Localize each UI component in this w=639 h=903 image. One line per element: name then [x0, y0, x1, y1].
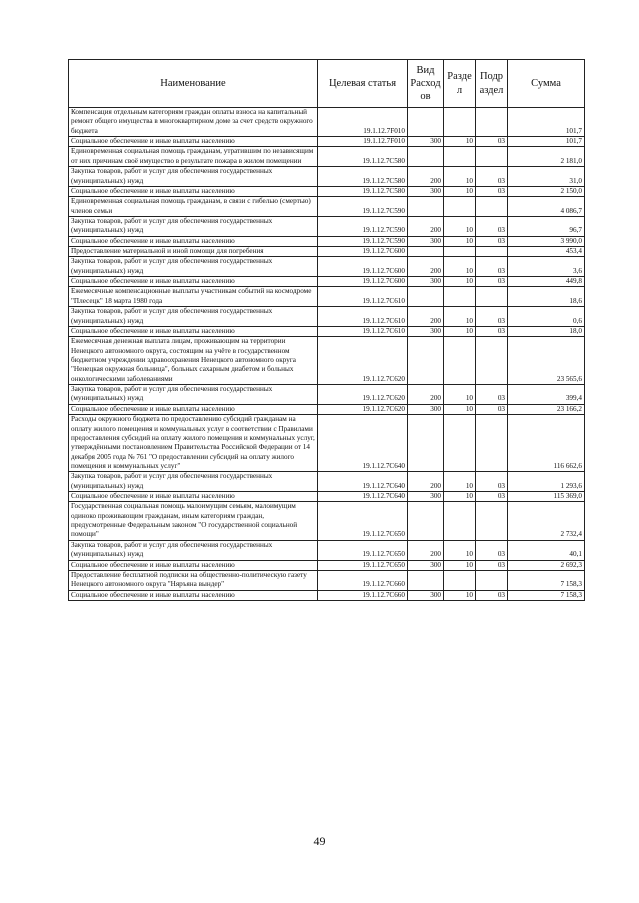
cell-section: 10	[444, 137, 476, 147]
cell-amount: 40,1	[508, 540, 585, 560]
cell-target-article: 19.1.12.7C660	[318, 590, 408, 600]
cell-name: Социальное обеспечение и иные выплаты населению	[69, 137, 318, 147]
cell-target-article: 19.1.12.7C580	[318, 147, 408, 167]
table-row	[69, 236, 585, 246]
cell-target-article: 19.1.12.7C640	[318, 415, 408, 472]
cell-expense-type: 300	[408, 236, 444, 246]
cell-subsection: 03	[476, 404, 508, 414]
cell-expense-type: 200	[408, 385, 444, 405]
cell-amount: 31,0	[508, 167, 585, 187]
cell-expense-type	[408, 287, 444, 307]
cell-subsection	[476, 337, 508, 385]
cell-target-article: 19.1.12.7C600	[318, 277, 408, 287]
cell-section: 10	[444, 385, 476, 405]
cell-target-article: 19.1.12.7C620	[318, 404, 408, 414]
table-row	[69, 590, 585, 600]
cell-section: 10	[444, 277, 476, 287]
cell-name: Социальное обеспечение и иные выплаты населению	[69, 326, 318, 336]
cell-amount: 23 166,2	[508, 404, 585, 414]
cell-subsection	[476, 147, 508, 167]
cell-expense-type: 300	[408, 590, 444, 600]
cell-name: Закупка товаров, работ и услуг для обеспечения государственных (муниципальных) нужд	[69, 216, 318, 236]
cell-name: Закупка товаров, работ и услуг для обеспечения государственных (муниципальных) нужд	[69, 307, 318, 327]
table-row	[69, 570, 585, 590]
cell-subsection: 03	[476, 590, 508, 600]
cell-target-article: 19.1.12.7C610	[318, 326, 408, 336]
cell-target-article: 19.1.12.7C660	[318, 570, 408, 590]
cell-name: Социальное обеспечение и иные выплаты населению	[69, 404, 318, 414]
cell-expense-type	[408, 415, 444, 472]
cell-name: Закупка товаров, работ и услуг для обеспечения государственных (муниципальных) нужд	[69, 167, 318, 187]
cell-section	[444, 502, 476, 540]
cell-section	[444, 197, 476, 217]
cell-subsection	[476, 502, 508, 540]
cell-name: Расходы окружного бюджета по предоставлению субсидий гражданам на оплату жилого помещения и коммунальных услуг в соответствии с Правилами предоставления субсидий на оплату жилого помещения и коммунальных услуг, утверждёнными постановлением Правительства Российской Федерации от 14 декабря 2005 года № 761 "О предоставлении субсидий на оплату жилого помещения и коммунальных услуг"	[69, 415, 318, 472]
cell-amount: 399,4	[508, 385, 585, 405]
cell-name: Ежемесячная денежная выплата лицам, проживающим на территории Ненецкого автономного округа, состоящим на учёте в государственном бюджетном учреждении здравоохранения Ненецкого автономного округа "Ненецкая окружная больница", больных сахарным диабетом и больных онкологическими заболеваниями	[69, 337, 318, 385]
cell-amount: 116 662,6	[508, 415, 585, 472]
cell-name: Государственная социальная помощь малоимущим семьям, малоимущим одиноко проживающим гражданам, иным категориям граждан, предусмотренные Федеральным законом "О государственной социальной помощи"	[69, 502, 318, 540]
cell-section	[444, 415, 476, 472]
cell-section: 10	[444, 186, 476, 196]
cell-expense-type: 200	[408, 216, 444, 236]
cell-expense-type: 200	[408, 472, 444, 492]
cell-subsection: 03	[476, 257, 508, 277]
cell-subsection: 03	[476, 186, 508, 196]
cell-expense-type	[408, 247, 444, 257]
cell-amount: 23 565,6	[508, 337, 585, 385]
cell-amount: 2 181,0	[508, 147, 585, 167]
cell-target-article: 19.1.12.7C580	[318, 186, 408, 196]
cell-amount: 1 293,6	[508, 472, 585, 492]
cell-expense-type: 200	[408, 307, 444, 327]
table-row	[69, 287, 585, 307]
cell-name: Закупка товаров, работ и услуг для обеспечения государственных (муниципальных) нужд	[69, 540, 318, 560]
cell-target-article: 19.1.12.7C610	[318, 287, 408, 307]
cell-name: Единовременная социальная помощь гражданам, утратившим по независящим от них причинам своё имущество в результате пожара в жилом помещении	[69, 147, 318, 167]
cell-target-article: 19.1.12.7C600	[318, 257, 408, 277]
cell-amount: 96,7	[508, 216, 585, 236]
cell-target-article: 19.1.12.7C590	[318, 197, 408, 217]
page-number: 49	[313, 834, 326, 848]
cell-name: Социальное обеспечение и иные выплаты населению	[69, 560, 318, 570]
cell-section: 10	[444, 472, 476, 492]
cell-subsection: 03	[476, 277, 508, 287]
cell-subsection: 03	[476, 167, 508, 187]
cell-target-article: 19.1.12.7C580	[318, 167, 408, 187]
header-name: Наименование	[69, 60, 318, 108]
cell-section: 10	[444, 404, 476, 414]
table-row	[69, 147, 585, 167]
table-row	[69, 492, 585, 502]
cell-subsection: 03	[476, 307, 508, 327]
cell-name: Компенсация отдельным категориям граждан оплаты взноса на капитальный ремонт общего имущества в многоквартирном доме за счет средств окружного бюджета	[69, 108, 318, 137]
cell-section: 10	[444, 326, 476, 336]
cell-amount: 7 158,3	[508, 590, 585, 600]
cell-expense-type: 300	[408, 186, 444, 196]
cell-subsection	[476, 197, 508, 217]
cell-expense-type	[408, 570, 444, 590]
cell-section: 10	[444, 492, 476, 502]
cell-target-article: 19.1.12.7F010	[318, 108, 408, 137]
cell-section: 10	[444, 540, 476, 560]
cell-amount: 101,7	[508, 108, 585, 137]
cell-name: Ежемесячные компенсационные выплаты участникам событий на космодроме "Плесецк" 18 марта 1980 года	[69, 287, 318, 307]
cell-section: 10	[444, 307, 476, 327]
cell-expense-type: 300	[408, 560, 444, 570]
cell-name: Закупка товаров, работ и услуг для обеспечения государственных (муниципальных) нужд	[69, 472, 318, 492]
table-row	[69, 137, 585, 147]
cell-subsection	[476, 570, 508, 590]
cell-subsection: 03	[476, 216, 508, 236]
cell-section	[444, 287, 476, 307]
cell-name: Единовременная социальная помощь гражданам, в связи с гибелью (смертью) членов семьи	[69, 197, 318, 217]
cell-section: 10	[444, 167, 476, 187]
cell-expense-type	[408, 197, 444, 217]
cell-target-article: 19.1.12.7C620	[318, 337, 408, 385]
cell-section: 10	[444, 590, 476, 600]
cell-amount: 115 369,0	[508, 492, 585, 502]
table-row	[69, 307, 585, 327]
table-row	[69, 326, 585, 336]
cell-section	[444, 337, 476, 385]
cell-section: 10	[444, 236, 476, 246]
cell-amount: 7 158,3	[508, 570, 585, 590]
table-row	[69, 197, 585, 217]
cell-subsection	[476, 287, 508, 307]
cell-name: Социальное обеспечение и иные выплаты населению	[69, 492, 318, 502]
cell-subsection: 03	[476, 385, 508, 405]
cell-expense-type	[408, 147, 444, 167]
cell-amount: 449,8	[508, 277, 585, 287]
cell-section	[444, 247, 476, 257]
cell-target-article: 19.1.12.7C610	[318, 307, 408, 327]
cell-name: Предоставление материальной и иной помощи для погребения	[69, 247, 318, 257]
cell-subsection: 03	[476, 472, 508, 492]
cell-subsection: 03	[476, 326, 508, 336]
table-row	[69, 540, 585, 560]
table-body	[69, 108, 585, 601]
cell-amount: 4 086,7	[508, 197, 585, 217]
header-section: Разде л	[444, 60, 476, 108]
cell-subsection: 03	[476, 492, 508, 502]
cell-subsection: 03	[476, 236, 508, 246]
cell-section	[444, 570, 476, 590]
table-row	[69, 560, 585, 570]
cell-expense-type: 300	[408, 137, 444, 147]
table-row	[69, 472, 585, 492]
cell-amount: 18,0	[508, 326, 585, 336]
cell-target-article: 19.1.12.7C620	[318, 385, 408, 405]
budget-table	[68, 59, 585, 601]
cell-expense-type	[408, 108, 444, 137]
cell-expense-type	[408, 502, 444, 540]
cell-name: Социальное обеспечение и иные выплаты населению	[69, 277, 318, 287]
cell-target-article: 19.1.12.7C640	[318, 492, 408, 502]
cell-section: 10	[444, 560, 476, 570]
cell-target-article: 19.1.12.7C590	[318, 236, 408, 246]
cell-amount: 0,6	[508, 307, 585, 327]
header-expense-type: Вид Расход ов	[408, 60, 444, 108]
table-row	[69, 385, 585, 405]
cell-section: 10	[444, 257, 476, 277]
cell-expense-type	[408, 337, 444, 385]
cell-expense-type: 200	[408, 540, 444, 560]
cell-target-article: 19.1.12.7C640	[318, 472, 408, 492]
cell-subsection: 03	[476, 540, 508, 560]
cell-subsection: 03	[476, 137, 508, 147]
header-amount: Сумма	[508, 60, 585, 108]
cell-expense-type: 200	[408, 257, 444, 277]
cell-amount: 2 150,0	[508, 186, 585, 196]
table-row	[69, 247, 585, 257]
table-row	[69, 277, 585, 287]
cell-expense-type: 300	[408, 326, 444, 336]
cell-target-article: 19.1.12.7C650	[318, 502, 408, 540]
header-target-article: Целевая статья	[318, 60, 408, 108]
cell-name: Социальное обеспечение и иные выплаты населению	[69, 186, 318, 196]
cell-amount: 3 990,0	[508, 236, 585, 246]
cell-target-article: 19.1.12.7C600	[318, 247, 408, 257]
cell-target-article: 19.1.12.7C590	[318, 216, 408, 236]
cell-section	[444, 108, 476, 137]
cell-name: Закупка товаров, работ и услуг для обеспечения государственных (муниципальных) нужд	[69, 257, 318, 277]
cell-name: Предоставление бесплатной подписки на общественно-политическую газету Ненецкого автономного округа "Няръяна вындер"	[69, 570, 318, 590]
cell-expense-type: 300	[408, 492, 444, 502]
table-row	[69, 167, 585, 187]
table-row	[69, 186, 585, 196]
table-row	[69, 257, 585, 277]
cell-target-article: 19.1.12.7F010	[318, 137, 408, 147]
table-row	[69, 502, 585, 540]
cell-amount: 101,7	[508, 137, 585, 147]
table-row	[69, 404, 585, 414]
cell-subsection	[476, 247, 508, 257]
cell-amount: 453,4	[508, 247, 585, 257]
cell-target-article: 19.1.12.7C650	[318, 560, 408, 570]
header-subsection: Подр аздел	[476, 60, 508, 108]
cell-name: Закупка товаров, работ и услуг для обеспечения государственных (муниципальных) нужд	[69, 385, 318, 405]
cell-expense-type: 200	[408, 167, 444, 187]
cell-expense-type: 300	[408, 277, 444, 287]
cell-subsection	[476, 108, 508, 137]
table-row	[69, 108, 585, 137]
cell-name: Социальное обеспечение и иные выплаты населению	[69, 590, 318, 600]
cell-amount: 18,6	[508, 287, 585, 307]
cell-name: Социальное обеспечение и иные выплаты населению	[69, 236, 318, 246]
table-row	[69, 337, 585, 385]
cell-section	[444, 147, 476, 167]
cell-target-article: 19.1.12.7C650	[318, 540, 408, 560]
cell-expense-type: 300	[408, 404, 444, 414]
cell-amount: 2 732,4	[508, 502, 585, 540]
cell-amount: 3,6	[508, 257, 585, 277]
cell-subsection	[476, 415, 508, 472]
table-row	[69, 415, 585, 472]
cell-subsection: 03	[476, 560, 508, 570]
table-header-row	[69, 60, 585, 108]
table-row	[69, 216, 585, 236]
cell-amount: 2 692,3	[508, 560, 585, 570]
cell-section: 10	[444, 216, 476, 236]
